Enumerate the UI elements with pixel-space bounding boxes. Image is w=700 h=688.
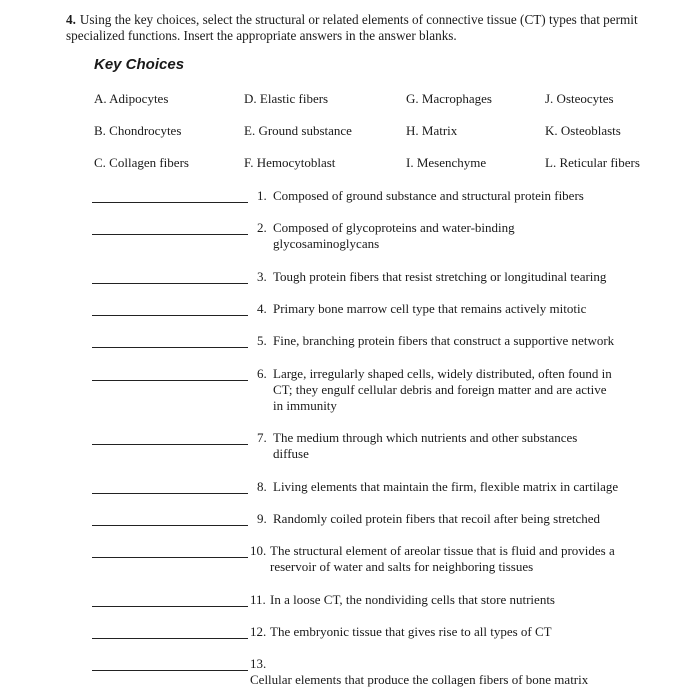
item-9 <box>257 511 637 527</box>
item-13 <box>250 656 630 688</box>
item-7 <box>257 430 637 462</box>
item-text: Composed of ground substance and structural protein fibers <box>273 188 584 203</box>
item-5 <box>257 333 637 349</box>
answer-blank-7[interactable] <box>92 444 248 445</box>
item-10 <box>250 543 630 575</box>
item-number: 1. <box>257 188 267 203</box>
answer-blank-9[interactable] <box>92 525 248 526</box>
key-choice-k: K. Osteoblasts <box>545 123 621 138</box>
answer-blank-13[interactable] <box>92 670 248 671</box>
item-3 <box>257 269 637 285</box>
answer-blank-11[interactable] <box>92 606 248 607</box>
question-text: Using the key choices, select the structural or related elements of connective tissue (CT) types that permit specialized functions. Insert the appropriate answers in the answer blanks. <box>66 12 638 43</box>
answer-blank-2[interactable] <box>92 234 248 235</box>
item-number: 11. <box>250 592 266 607</box>
item-8 <box>257 479 637 495</box>
key-choices-title: Key Choices <box>94 56 185 73</box>
item-number: 5. <box>257 333 267 348</box>
key-choice-a: A. Adipocytes <box>94 91 169 106</box>
key-choice-f: F. Hemocytoblast <box>244 155 336 170</box>
key-choice-j: J. Osteocytes <box>545 91 614 106</box>
question-number: 4. <box>66 12 76 27</box>
item-12 <box>250 624 630 640</box>
item-11 <box>250 592 630 608</box>
answer-blank-12[interactable] <box>92 638 248 639</box>
key-choice-e: E. Ground substance <box>244 123 352 138</box>
item-text: Randomly coiled protein fibers that recoil after being stretched <box>273 511 601 526</box>
item-number: 13. <box>250 656 267 671</box>
item-text: Tough protein fibers that resist stretching or longitudinal tearing <box>273 269 607 284</box>
item-number: 2. <box>257 220 267 235</box>
item-2 <box>257 220 637 252</box>
item-text: The structural element of areolar tissue that is fluid and provides a reservoir of water and salts for neighboring tissues <box>270 543 615 574</box>
item-text: Cellular elements that produce the collagen fibers of bone matrix <box>250 672 589 687</box>
key-choice-c: C. Collagen fibers <box>94 155 189 170</box>
item-number: 6. <box>257 366 267 381</box>
item-number: 7. <box>257 430 267 445</box>
key-choice-i: I. Mesenchyme <box>406 155 487 170</box>
answer-blank-4[interactable] <box>92 315 248 316</box>
key-choice-h: H. Matrix <box>406 123 458 138</box>
item-4 <box>257 301 637 317</box>
item-text: Living elements that maintain the firm, flexible matrix in cartilage <box>273 479 619 494</box>
item-number: 10. <box>250 543 267 558</box>
answer-blank-5[interactable] <box>92 347 248 348</box>
key-choice-b: B. Chondrocytes <box>94 123 182 138</box>
answer-blank-8[interactable] <box>92 493 248 494</box>
item-text: In a loose CT, the nondividing cells that store nutrients <box>270 592 555 607</box>
answer-blank-10[interactable] <box>92 557 248 558</box>
answer-blank-6[interactable] <box>92 380 248 381</box>
item-text: The embryonic tissue that gives rise to all types of CT <box>270 624 552 639</box>
item-number: 4. <box>257 301 267 316</box>
item-6 <box>257 366 637 414</box>
answer-blank-1[interactable] <box>92 202 248 203</box>
item-number: 3. <box>257 269 267 284</box>
item-text: Fine, branching protein fibers that construct a supportive network <box>273 333 615 348</box>
item-1 <box>257 188 637 204</box>
item-number: 8. <box>257 479 267 494</box>
item-text: Primary bone marrow cell type that remains actively mitotic <box>273 301 587 316</box>
key-choice-d: D. Elastic fibers <box>244 91 329 106</box>
key-choice-g: G. Macrophages <box>406 91 492 106</box>
key-choice-l: L. Reticular fibers <box>545 155 640 170</box>
item-text: Large, irregularly shaped cells, widely distributed, often found in CT; they engulf cellular debris and foreign matter and are active in immunity <box>273 366 612 413</box>
item-text: Composed of glycoproteins and water-binding glycosaminoglycans <box>273 220 515 251</box>
item-text: The medium through which nutrients and other substances diffuse <box>273 430 578 461</box>
item-number: 9. <box>257 511 267 526</box>
question-prompt <box>66 12 666 44</box>
item-number: 12. <box>250 624 267 639</box>
answer-blank-3[interactable] <box>92 283 248 284</box>
